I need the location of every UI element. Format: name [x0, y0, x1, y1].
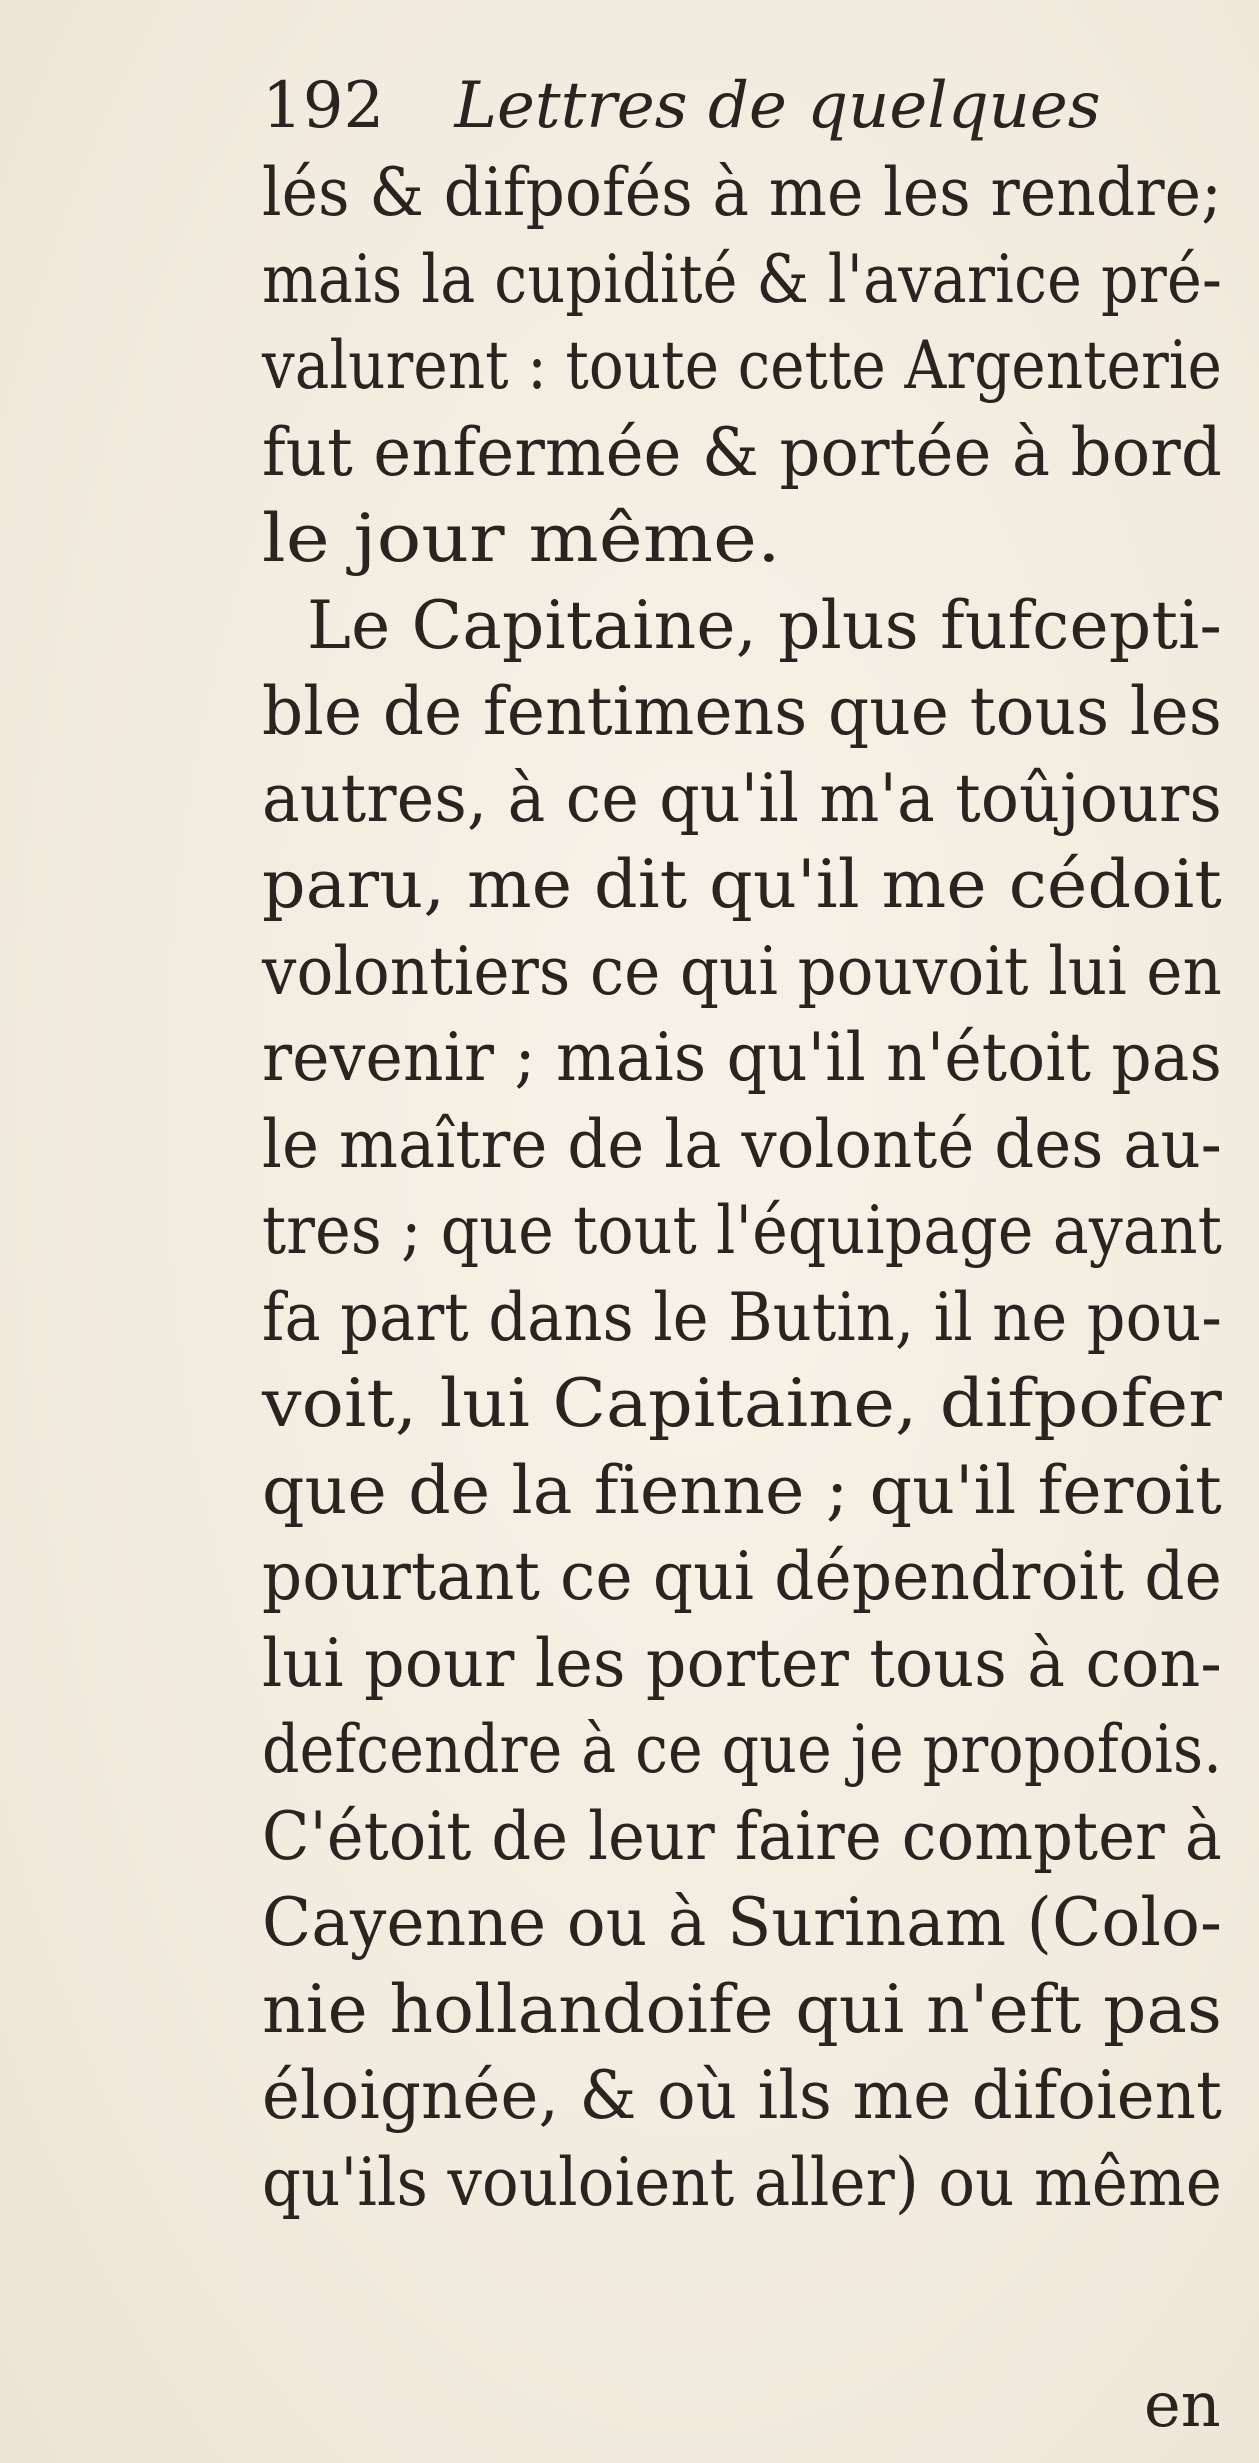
- text-line: pourtant ce qui dépendroit de: [262, 1538, 1222, 1615]
- text-line: mais la cupidité & l'avarice pré-: [262, 240, 1222, 318]
- text-line: defcendre à ce que je propofois.: [262, 1711, 1222, 1788]
- text-line: le jour même.: [262, 500, 781, 577]
- text-line: qu'ils vouloient aller) ou même: [262, 2143, 1222, 2221]
- page-number: 192: [262, 69, 385, 143]
- text-line: voit, lui Capitaine, difpofer: [262, 1365, 1222, 1442]
- text-line: C'étoit de leur faire compter à: [262, 1797, 1222, 1875]
- text-line: valurent : toute cette Argenterie: [262, 327, 1222, 404]
- body-text: [262, 150, 1222, 2226]
- text-line: volontiers ce qui pouvoit lui en: [262, 932, 1222, 1010]
- text-line: tres ; que tout l'équipage ayant: [262, 1192, 1222, 1269]
- text-line: Le Capitaine, plus fufcepti-: [307, 586, 1222, 664]
- text-line: fa part dans le Butin, il ne pou-: [262, 1278, 1222, 1356]
- running-head: [262, 66, 1101, 146]
- text-line: lés & difpofés à me les rendre;: [262, 154, 1222, 231]
- text-line: le maître de la volonté des au-: [262, 1105, 1222, 1183]
- text-line: Cayenne ou à Surinam (Colo-: [262, 1884, 1222, 1961]
- text-line: autres, à ce qu'il m'a toûjours: [262, 759, 1222, 837]
- text-line: fut enfermée & portée à bord: [262, 413, 1222, 491]
- running-title: Lettres de quelques: [454, 69, 1101, 143]
- catchword: en: [1144, 2368, 1221, 2441]
- text-line: que de la fienne ; qu'il feroit: [262, 1451, 1222, 1529]
- text-line: éloignée, & où ils me difoient: [262, 2057, 1222, 2134]
- text-line: ble de fentimens que tous les: [262, 673, 1222, 750]
- text-line: nie hollandoife qui n'eft pas: [262, 1970, 1222, 2048]
- text-line: lui pour les porter tous à con-: [262, 1624, 1222, 1702]
- text-line: paru, me dit qu'il me cédoit: [262, 846, 1222, 923]
- text-line: revenir ; mais qu'il n'étoit pas: [262, 1019, 1222, 1096]
